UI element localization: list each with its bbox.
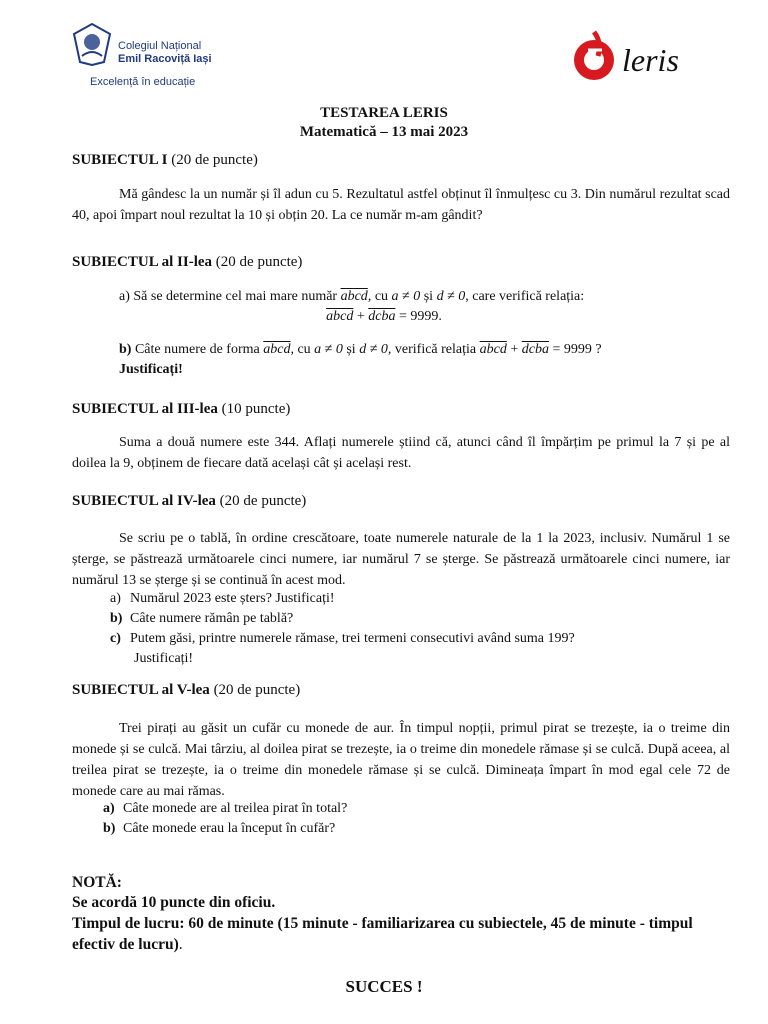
nota-line-2: Timpul de lucru: 60 de minute (15 minute - familiarizarea cu subiectele, 45 de minute - timpul efectiv de lucru). [72,915,693,953]
leris-emblem-icon [568,28,624,84]
leris-wordmark: leris [622,42,679,78]
leris-logo [568,28,698,84]
section-4-item-a: a) Numărul 2023 este șters? Justificați! [110,591,335,606]
school-name: Colegiul Național Emil Racoviță Iași [118,40,212,65]
section-2-heading: SUBIECTUL al II-lea (20 de puncte) [72,254,303,270]
nota-heading: NOTĂ: [72,874,122,891]
school-logo [72,20,252,92]
section-3-heading: SUBIECTUL al III-lea (10 puncte) [72,401,291,417]
section-5-item-a: a) Câte monede are al treilea pirat în total? [103,801,348,816]
section-1-text: Mă gândesc la un număr și îl adun cu 5. Rezultatul astfel obținut îl înmulțesc cu 3. Din numărul rezultat scad 40, apoi împart noul rezultat la 10 și obțin 20. La ce număr m-am gândit? [72,187,730,223]
section-5-item-b: b) Câte monede erau la început în cufăr? [103,821,336,836]
section-5-heading: SUBIECTUL al V-lea (20 de puncte) [72,682,301,698]
section-4-item-b: b) Câte numere rămân pe tablă? [110,611,294,626]
success-footer: SUCCES ! [345,977,423,996]
section-2-item-b: b) Câte numere de forma abcd, cu a ≠ 0 și d ≠ 0, verifică relația abcd + dcba = 9999 ? [119,342,602,357]
nota-line-1: Se acordă 10 puncte din oficiu. [72,894,276,911]
section-4-heading: SUBIECTUL al IV-lea (20 de puncte) [72,493,307,509]
section-1-heading: SUBIECTUL I (20 de puncte) [72,152,258,168]
section-5-text: Trei pirați au găsit un cufăr cu monede de aur. În timpul nopții, primul pirat se trezește, ia o treime din monede și se culcă. Mai târziu, al doilea pirat se trezește, ia o treime din monedele rămase și se culcă. După aceea, al treilea pirat se trezește, ia o treime din monedele rămase și se culcă. Dimineața împart în mod egal cele 72 de monede care au mai rămas. [72,721,730,799]
section-2-relation: abcd + dcba = 9999. [326,309,442,324]
section-4-item-c-justify: Justificați! [134,651,194,666]
section-2-justify: Justificați! [119,362,183,377]
section-4-text: Se scriu pe o tablă, în ordine crescătoare, toate numerele naturale de la 1 la 2023, inclusiv. Numărul 1 se șterge, se păstrează următoarele cinci numere, iar numărul 7 se șterge. Se păstrează următoarele cinci numere, iar numărul 13 se șterge și se continuă în acest mod. [72,531,730,588]
section-3-text: Suma a două numere este 344. Aflați numerele știind că, atunci când îl împărțim pe primul la 7 și pe al doilea la 9, obținem de fiecare dată același cât și același rest. [72,435,730,471]
page-title: TESTAREA LERIS [320,105,448,121]
page-subtitle: Matematică – 13 mai 2023 [299,124,469,140]
school-motto: Excelență în educație [90,76,196,88]
school-crest-icon [72,22,112,66]
section-4-item-c: c) Putem găsi, printre numerele rămase, trei termeni consecutivi având suma 199? [110,631,575,646]
section-2-item-a: a) Să se determine cel mai mare număr abcd, cu a ≠ 0 și d ≠ 0, care verifică relația: [119,289,585,304]
